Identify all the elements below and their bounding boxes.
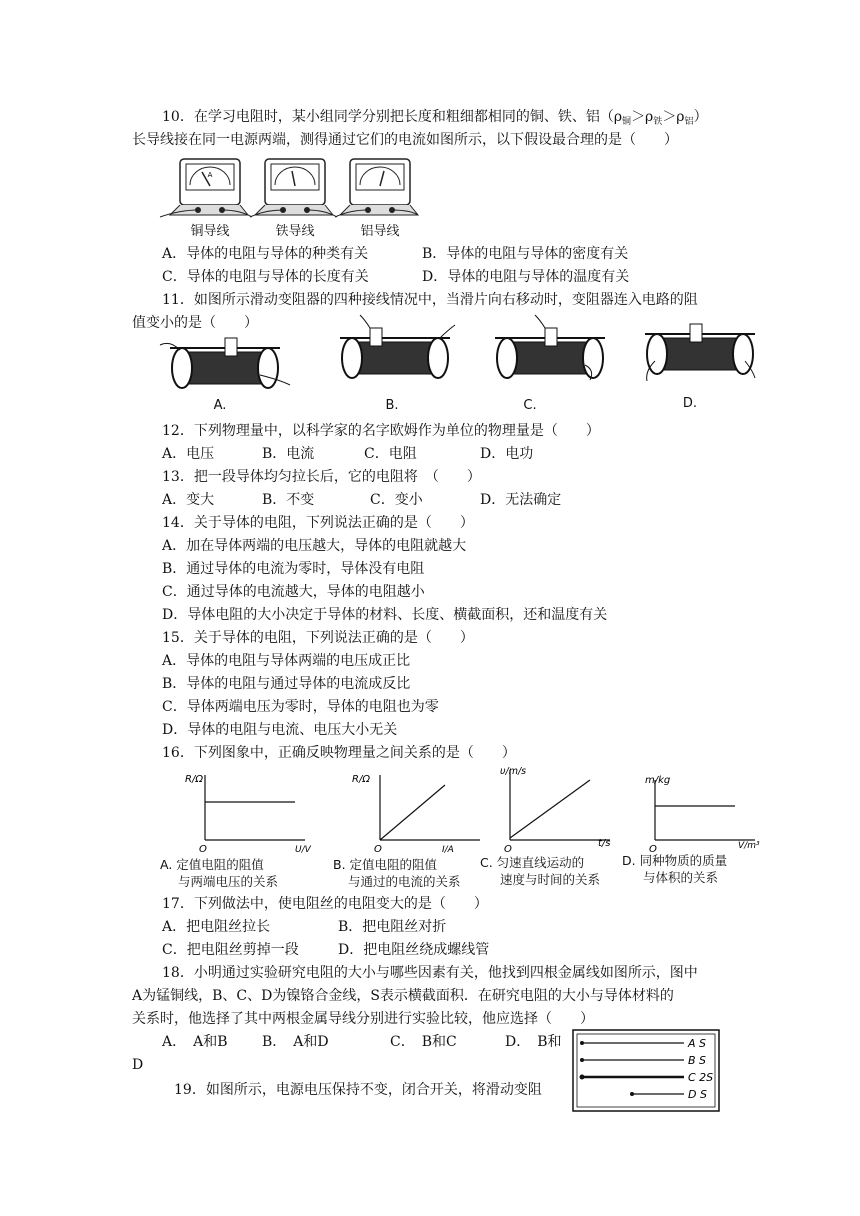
meter-label-iron: 铁导线 bbox=[275, 224, 315, 239]
q13-stem: 13．把一段导体均匀拉长后，它的电阻将 （ ） bbox=[162, 469, 481, 485]
graph-d-xlabel: V/m³ bbox=[738, 841, 760, 851]
q13-option-a: A．变大 bbox=[162, 492, 215, 508]
rheostat-d-icon bbox=[645, 324, 755, 381]
q13-option-c: C．变小 bbox=[370, 492, 423, 508]
graph-c-xlabel: t/s bbox=[598, 838, 611, 849]
q18-wires-figure bbox=[572, 1029, 722, 1113]
q12-option-c: C．电阻 bbox=[364, 446, 417, 462]
q18-option-d-wrap: D bbox=[132, 1057, 144, 1073]
q10-text-a: 10．在学习电阻时，某小组同学分别把长度和粗细都相同的铜、铁、铝（ρ bbox=[162, 109, 623, 125]
q10-sub-copper: 铜 bbox=[622, 117, 632, 127]
graph-c-ylabel: υ/m/s bbox=[500, 766, 527, 777]
q11-label-c: C. bbox=[523, 398, 537, 413]
rheostat-b-icon bbox=[340, 315, 455, 378]
q17-stem: 17．下列做法中，使电阻丝的电阻变大的是（ ） bbox=[162, 896, 488, 912]
q18-stem-line2: A为锰铜线，B、C、D为镍铬合金线，S表示横截面积．在研究电阻的大小与导体材料的 bbox=[132, 988, 674, 1004]
q10-option-b: B．导体的电阻与导体的密度有关 bbox=[422, 246, 629, 262]
q11-rheostat-figure bbox=[160, 330, 760, 410]
q11-stem-line1: 11．如图所示滑动变阻器的四种接线情况中，当滑片向右移动时，变阻器连入电路的阻 bbox=[162, 292, 698, 308]
q10-sub-iron: 铁 bbox=[653, 117, 663, 127]
rheostat-c-icon bbox=[495, 315, 605, 380]
q15-option-b: B．导体的电阻与通过导体的电流成反比 bbox=[162, 676, 411, 692]
q10-gt2: ＞ρ bbox=[662, 109, 685, 125]
graph-a-origin: O bbox=[199, 844, 207, 855]
graph-b-caption1: B. 定值电阻的阻值 bbox=[333, 857, 438, 872]
q10-gt1: ＞ρ bbox=[631, 109, 654, 125]
graph-b-caption2: 与通过的电流的关系 bbox=[348, 874, 461, 889]
graph-c bbox=[500, 766, 611, 855]
graph-d-origin: O bbox=[649, 844, 657, 855]
q18-option-d: D． B和 bbox=[505, 1034, 562, 1050]
q14-option-d: D．导体电阻的大小决定于导体的材料、长度、横截面积，还和温度有关 bbox=[162, 607, 608, 623]
q10-text-b: ） bbox=[693, 109, 708, 125]
graph-d-caption1: D. 同种物质的质量 bbox=[622, 853, 728, 868]
q10-sub-aluminum: 铝 bbox=[684, 117, 694, 127]
q10-option-c: C．导体的电阻与导体的长度有关 bbox=[162, 269, 369, 285]
graph-d-ylabel: m/kg bbox=[645, 775, 671, 786]
q17-option-b: B．把电阻丝对折 bbox=[338, 919, 447, 935]
wire-a-label: A S bbox=[688, 1037, 707, 1050]
graph-d-caption2: 与体积的关系 bbox=[643, 870, 719, 885]
q10-option-a: A．导体的电阻与导体的种类有关 bbox=[162, 246, 369, 262]
q10-stem-line2: 长导线接在同一电源两端，测得通过它们的电流如图所示，以下假设最合理的是（ ） bbox=[132, 132, 678, 148]
q15-option-c: C．导体两端电压为零时，导体的电阻也为零 bbox=[162, 699, 439, 715]
q11-label-d: D. bbox=[682, 396, 698, 411]
graph-a-caption1: A. 定值电阻的阻值 bbox=[160, 857, 264, 872]
q17-option-d: D．把电阻丝绕成螺线管 bbox=[338, 942, 490, 958]
graph-a-xlabel: U/V bbox=[295, 845, 311, 855]
q18-option-a: A． A和B bbox=[162, 1034, 228, 1050]
q16-stem: 16．下列图象中，正确反映物理量之间关系的是（ ） bbox=[162, 745, 516, 761]
q14-option-a: A．加在导体两端的电压越大，导体的电阻就越大 bbox=[162, 538, 467, 554]
graph-c-origin: O bbox=[504, 844, 512, 855]
q11-stem-line2: 值变小的是（ ） bbox=[132, 315, 258, 331]
graph-b bbox=[352, 774, 480, 855]
q14-option-b: B．通过导体的电流为零时，导体没有电阻 bbox=[162, 561, 425, 577]
q13-option-d: D．无法确定 bbox=[480, 492, 562, 508]
q15-option-a: A．导体的电阻与导体两端的电压成正比 bbox=[162, 653, 411, 669]
q18-stem-line1: 18．小明通过实验研究电阻的大小与哪些因素有关，他找到四根金属线如图所示，图中 bbox=[162, 965, 698, 981]
q10-option-d: D．导体的电阻与导体的温度有关 bbox=[422, 269, 630, 285]
graph-a-ylabel: R/Ω bbox=[185, 774, 203, 785]
q14-option-c: C．通过导体的电流越大，导体的电阻越小 bbox=[162, 584, 425, 600]
q17-option-a: A．把电阻丝拉长 bbox=[162, 919, 271, 935]
graph-d bbox=[645, 775, 760, 855]
graph-b-ylabel: R/Ω bbox=[352, 774, 370, 785]
ammeter-iron-icon bbox=[250, 159, 337, 217]
graph-c-caption2: 速度与时间的关系 bbox=[500, 872, 601, 887]
q12-stem: 12．下列物理量中，以科学家的名字欧姆作为单位的物理量是（ ） bbox=[162, 423, 600, 439]
meter-label-aluminum: 铝导线 bbox=[360, 224, 400, 239]
wire-b-label: B S bbox=[688, 1054, 707, 1067]
wire-c-label: C 2S bbox=[688, 1071, 714, 1084]
q12-option-a: A．电压 bbox=[162, 446, 215, 462]
graph-c-caption1: C. 匀速直线运动的 bbox=[480, 855, 585, 870]
q12-option-b: B．电流 bbox=[262, 446, 315, 462]
q11-label-a: A. bbox=[213, 398, 227, 413]
q18-option-b: B． A和D bbox=[262, 1034, 329, 1050]
rheostat-a-icon bbox=[160, 338, 290, 388]
graph-a-caption2: 与两端电压的关系 bbox=[178, 874, 279, 889]
q18-option-c: C． B和C bbox=[390, 1034, 457, 1050]
ammeter-aluminum-icon bbox=[335, 159, 418, 217]
q11-label-b: B. bbox=[385, 398, 399, 413]
q15-option-d: D．导体的电阻与电流、电压大小无关 bbox=[162, 722, 398, 738]
q15-stem: 15．关于导体的电阻，下列说法正确的是（ ） bbox=[162, 630, 474, 646]
svg-text:A: A bbox=[207, 171, 213, 179]
q12-option-d: D．电功 bbox=[480, 446, 534, 462]
q17-option-c: C．把电阻丝剪掉一段 bbox=[162, 942, 299, 958]
graph-b-origin: O bbox=[374, 844, 382, 855]
q10-stem-line1 bbox=[162, 107, 708, 132]
meter-label-copper: 铜导线 bbox=[190, 224, 230, 239]
q19-stem-line1: 19．如图所示，电源电压保持不变，闭合开关，将滑动变阻 bbox=[174, 1082, 542, 1098]
graph-a bbox=[185, 774, 312, 855]
q13-option-b: B．不变 bbox=[262, 492, 315, 508]
graph-b-xlabel: I/A bbox=[442, 845, 454, 855]
wire-d-label: D S bbox=[688, 1088, 707, 1101]
q18-stem-line3: 关系时，他选择了其中两根金属导线分别进行实验比较，他应选择（ ） bbox=[132, 1011, 594, 1027]
q14-stem: 14．关于导体的电阻，下列说法正确的是（ ） bbox=[162, 515, 474, 531]
q16-graphs-figure bbox=[155, 760, 760, 855]
ammeter-copper-icon bbox=[160, 159, 252, 217]
